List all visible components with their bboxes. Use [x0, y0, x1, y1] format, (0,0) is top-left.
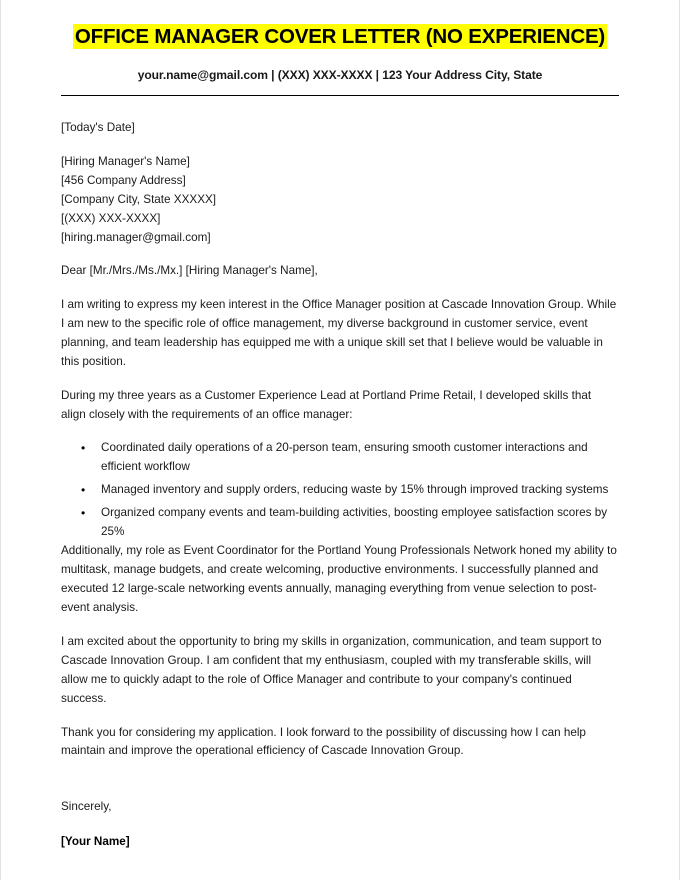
page-title-wrapper: [61, 22, 619, 53]
qualification-bullet-list: [61, 439, 619, 542]
paragraph-experience-lead-in: During my three years as a Customer Experience Lead at Portland Prime Retail, I developed skills that align closely with the requirements of an office manager:: [61, 389, 592, 422]
recipient-phone: [(XXX) XXX-XXXX]: [61, 211, 161, 225]
sign-off: Sincerely,: [61, 800, 112, 814]
list-item: • Organized company events and team-building activities, boosting employee satisfaction scores by 25%: [101, 504, 619, 542]
paragraph-intro: I am writing to express my keen interest in the Office Manager position at Cascade Innovation Group. While I am new to the specific role of office management, my diverse background in customer service, event planning, and team leadership has equipped me with a unique skill set that I believe would be valuable in this position.: [61, 298, 617, 369]
signature-name: [Your Name]: [61, 835, 130, 849]
date-placeholder: [Today's Date]: [61, 120, 135, 134]
recipient-address-block: [61, 153, 619, 248]
recipient-name: [Hiring Manager's Name]: [61, 154, 190, 168]
header-divider: [61, 95, 619, 96]
letter-header: [61, 0, 619, 96]
recipient-street: [456 Company Address]: [61, 173, 186, 187]
signature-spacer: [61, 761, 619, 798]
paragraph-additional: Additionally, my role as Event Coordinator for the Portland Young Professionals Network honed my ability to multitask, manage budgets, and create welcoming, productive environments. I successfully planned and executed 12 large-scale networking events annually, managing everything from venue selection to post-event analysis.: [61, 543, 617, 614]
contact-line: your.name@gmail.com | (XXX) XXX-XXXX | 123 Your Address City, State: [137, 67, 543, 82]
page-title: OFFICE MANAGER COVER LETTER (NO EXPERIENCE): [74, 25, 606, 48]
paragraph-closing: Thank you for considering my application. I look forward to the possibility of discussing how I can help maintain and improve the operational efficiency of Cascade Innovation Group.: [61, 725, 586, 758]
paragraph-excited: I am excited about the opportunity to bring my skills in organization, communication, and team support to Cascade Innovation Group. I am confident that my enthusiasm, coupled with my transferable skills, will allow me to quickly adapt to the role of Office Manager and contribute to your company's continued success.: [61, 634, 602, 705]
letter-body: [61, 119, 619, 853]
list-item: • Managed inventory and supply orders, reducing waste by 15% through improved tracking systems: [101, 481, 619, 500]
recipient-city-state-zip: [Company City, State XXXXX]: [61, 192, 217, 206]
recipient-email: [hiring.manager@gmail.com]: [61, 230, 211, 244]
list-item: • Coordinated daily operations of a 20-person team, ensuring smooth customer interactions and efficient workflow: [101, 439, 619, 477]
salutation: Dear [Mr./Mrs./Ms./Mx.] [Hiring Manager's Name],: [61, 264, 318, 278]
